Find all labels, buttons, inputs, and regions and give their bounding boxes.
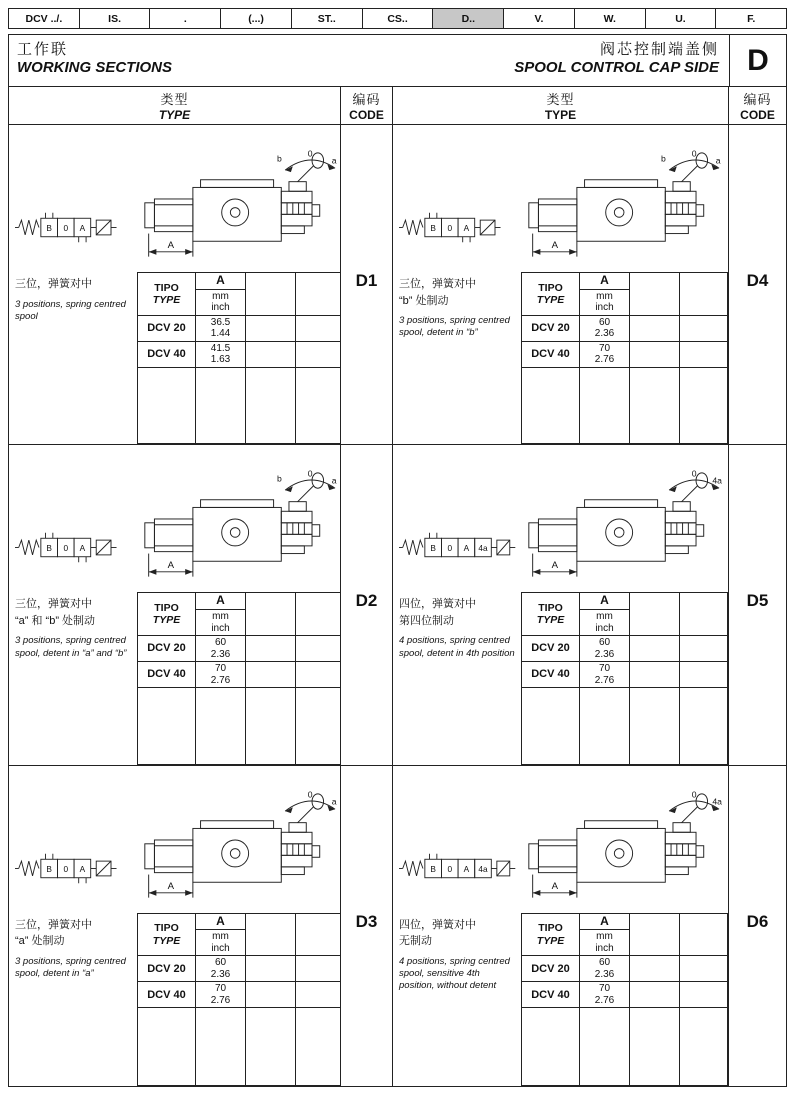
main-table xyxy=(8,34,787,1087)
unit-header: mm inch xyxy=(196,930,246,956)
unit-header: mm inch xyxy=(580,930,630,956)
description xyxy=(15,596,133,660)
section-cell-d4 xyxy=(393,125,729,445)
description-zh: 四位，弹簧对中 xyxy=(399,918,476,931)
page-title-en: WORKING SECTIONS xyxy=(17,59,173,76)
hydraulic-symbol xyxy=(399,529,519,566)
unit-header: mm inch xyxy=(196,610,246,636)
section-code: D3 xyxy=(355,911,378,931)
tab-st[interactable]: ST.. xyxy=(292,8,363,29)
lever-label-0: 0 xyxy=(307,789,313,800)
description-en: 4 positions, spring centred spool, sensitive 4th position, without detent xyxy=(399,955,510,992)
symbol-label: B xyxy=(430,863,436,874)
page-header xyxy=(9,35,729,87)
tab-parens[interactable]: (...) xyxy=(221,8,292,29)
code-cell-d6 xyxy=(729,766,786,1086)
model-cell: DCV 20 xyxy=(522,636,580,662)
section-cell-d2 xyxy=(9,445,341,765)
dim-a-header: A xyxy=(580,913,630,930)
description xyxy=(399,917,517,993)
value-cell: 70 2.76 xyxy=(580,341,630,367)
dim-a-header: A xyxy=(580,593,630,610)
symbol-label: B xyxy=(46,543,52,554)
model-cell: DCV 40 xyxy=(138,982,196,1008)
spec-table xyxy=(521,272,728,444)
section-cell-d1 xyxy=(9,125,341,445)
tipo-header: TIPO TYPE xyxy=(138,913,196,956)
code-cell-d4 xyxy=(729,125,786,445)
dim-a-header: A xyxy=(196,593,246,610)
lever-label-0: 0 xyxy=(691,789,697,800)
tab-cs[interactable]: CS.. xyxy=(363,8,434,29)
tipo-header: TIPO TYPE xyxy=(522,593,580,636)
tab-u[interactable]: U. xyxy=(646,8,717,29)
code-cell-d5 xyxy=(729,445,786,765)
valve-drawing xyxy=(521,149,725,272)
valve-drawing xyxy=(521,469,725,592)
dimension-a-label: A xyxy=(167,560,174,572)
value-cell: 70 2.76 xyxy=(580,982,630,1008)
hydraulic-symbol xyxy=(15,850,135,887)
dim-a-header: A xyxy=(580,273,630,290)
tipo-header: TIPO TYPE xyxy=(522,273,580,316)
hydraulic-symbol xyxy=(15,529,135,566)
lever-label-0: 0 xyxy=(307,469,313,480)
lever-label-4a: 4a xyxy=(712,796,722,807)
lever-label-a: a xyxy=(331,475,337,486)
valve-drawing xyxy=(137,469,341,592)
tipo-header: TIPO TYPE xyxy=(522,913,580,956)
model-code-tabs xyxy=(8,8,787,29)
description-zh: 三位，弹簧对中 xyxy=(15,598,92,611)
unit-header: mm inch xyxy=(196,289,246,315)
symbol-label: A xyxy=(79,543,86,554)
model-cell: DCV 40 xyxy=(522,982,580,1008)
lever-label-b: b xyxy=(276,473,282,484)
hydraulic-symbol xyxy=(399,209,519,246)
code-cell-d2 xyxy=(341,445,393,765)
symbol-label: B xyxy=(430,543,436,554)
spec-table xyxy=(137,592,341,764)
column-header-type-right: 类型 TYPE xyxy=(393,87,729,125)
dimension-a-label: A xyxy=(167,239,174,251)
description-zh2: 第四位制动 xyxy=(399,614,454,627)
page-subtitle-en: SPOOL CONTROL CAP SIDE xyxy=(514,59,719,76)
symbol-label: B xyxy=(46,223,52,234)
lever-label-0: 0 xyxy=(691,469,697,480)
section-code: D5 xyxy=(746,591,769,611)
value-cell: 60 2.36 xyxy=(580,956,630,982)
symbol-label: 0 xyxy=(447,863,453,874)
lever-label-4a: 4a xyxy=(712,475,722,486)
lever-label-0: 0 xyxy=(691,149,697,159)
unit-header: mm inch xyxy=(580,610,630,636)
tab-f[interactable]: F. xyxy=(716,8,787,29)
model-cell: DCV 20 xyxy=(138,956,196,982)
lever-label-b: b xyxy=(660,153,666,164)
description-zh2: 无制动 xyxy=(399,935,432,948)
model-cell: DCV 20 xyxy=(138,636,196,662)
description-zh2: “a” 和 “b” 处制动 xyxy=(15,614,96,627)
section-cell-d3 xyxy=(9,766,341,1086)
column-header-code-left: 编码 CODE xyxy=(341,87,393,125)
description xyxy=(399,276,517,340)
model-cell: DCV 40 xyxy=(138,662,196,688)
lever-label-a: a xyxy=(715,155,721,166)
section-cell-d5 xyxy=(393,445,729,765)
value-cell: 60 2.36 xyxy=(580,636,630,662)
model-cell: DCV 20 xyxy=(522,956,580,982)
tipo-header: TIPO TYPE xyxy=(138,273,196,316)
tab-d-active[interactable]: D.. xyxy=(433,8,504,29)
symbol-label: 0 xyxy=(447,543,453,554)
description-en: 4 positions, spring centred spool, detent in 4th position xyxy=(399,635,515,659)
section-cell-d6 xyxy=(393,766,729,1086)
model-cell: DCV 40 xyxy=(522,662,580,688)
symbol-label: A xyxy=(79,863,86,874)
description-zh2: “a” 处制动 xyxy=(15,935,65,948)
dimension-a-label: A xyxy=(551,880,558,892)
hydraulic-symbol xyxy=(15,209,135,246)
column-header-type-left: 类型 TYPE xyxy=(9,87,341,125)
value-cell: 36.5 1.44 xyxy=(196,315,246,341)
dimension-a-label: A xyxy=(551,239,558,251)
description-en: 3 positions, spring centred spool, detent in “b” xyxy=(399,315,510,339)
description xyxy=(15,917,133,981)
spec-table xyxy=(137,913,341,1086)
dimension-a-label: A xyxy=(167,880,174,892)
tab-dcv[interactable]: DCV ../. xyxy=(8,8,80,29)
spec-table xyxy=(521,592,728,764)
symbol-label: 4a xyxy=(478,543,488,554)
description-zh: 四位，弹簧对中 xyxy=(399,598,476,611)
dim-a-header: A xyxy=(196,913,246,930)
tab-is[interactable]: IS. xyxy=(80,8,151,29)
section-letter-box: D xyxy=(729,35,786,87)
page-subtitle-zh: 阀芯控制端盖侧 xyxy=(599,41,719,58)
description-zh: 三位，弹簧对中 xyxy=(15,918,92,931)
value-cell: 60 2.36 xyxy=(196,636,246,662)
dimension-a-label: A xyxy=(551,560,558,572)
value-cell: 60 2.36 xyxy=(196,956,246,982)
symbol-label: A xyxy=(463,223,470,234)
tab-dot[interactable]: . xyxy=(150,8,221,29)
unit-header: mm inch xyxy=(580,289,630,315)
page-title-zh: 工作联 xyxy=(17,41,69,58)
spec-table xyxy=(137,272,341,444)
valve-drawing xyxy=(521,790,725,913)
model-cell: DCV 20 xyxy=(138,315,196,341)
section-code: D4 xyxy=(746,271,769,290)
description xyxy=(15,276,133,323)
valve-drawing xyxy=(137,149,341,272)
symbol-label: 4a xyxy=(478,863,488,874)
code-cell-d1 xyxy=(341,125,393,445)
model-cell: DCV 40 xyxy=(522,341,580,367)
tab-v[interactable]: V. xyxy=(504,8,575,29)
value-cell: 60 2.36 xyxy=(580,315,630,341)
lever-label-b: b xyxy=(276,153,282,164)
tipo-header: TIPO TYPE xyxy=(138,593,196,636)
symbol-label: 0 xyxy=(447,223,453,234)
description xyxy=(399,596,517,660)
section-code: D1 xyxy=(355,271,378,290)
hydraulic-symbol xyxy=(399,850,519,887)
symbol-label: B xyxy=(430,223,436,234)
spec-table xyxy=(521,913,728,1086)
lever-label-a: a xyxy=(331,796,337,807)
dim-a-header: A xyxy=(196,273,246,290)
description-zh2: “b” 处制动 xyxy=(399,294,449,307)
symbol-label: 0 xyxy=(63,543,69,554)
value-cell: 70 2.76 xyxy=(196,662,246,688)
description-zh: 三位，弹簧对中 xyxy=(15,278,92,290)
symbol-label: 0 xyxy=(63,863,69,874)
description-en: 3 positions, spring centred spool xyxy=(15,298,126,322)
model-cell: DCV 20 xyxy=(522,315,580,341)
lever-label-0: 0 xyxy=(307,149,313,159)
symbol-label: A xyxy=(463,543,470,554)
model-cell: DCV 40 xyxy=(138,341,196,367)
symbol-label: A xyxy=(463,863,470,874)
value-cell: 70 2.76 xyxy=(580,662,630,688)
symbol-label: B xyxy=(46,863,52,874)
lever-label-a: a xyxy=(331,155,337,166)
section-code: D2 xyxy=(355,591,378,611)
description-en: 3 positions, spring centred spool, detent in “a” and “b” xyxy=(15,635,127,659)
description-zh: 三位，弹簧对中 xyxy=(399,278,476,290)
value-cell: 70 2.76 xyxy=(196,982,246,1008)
tab-w[interactable]: W. xyxy=(575,8,646,29)
symbol-label: A xyxy=(79,223,86,234)
value-cell: 41.5 1.63 xyxy=(196,341,246,367)
symbol-label: 0 xyxy=(63,223,69,234)
code-cell-d3 xyxy=(341,766,393,1086)
valve-drawing xyxy=(137,790,341,913)
description-en: 3 positions, spring centred spool, detent in “a” xyxy=(15,955,126,979)
column-header-code-right: 编码 CODE xyxy=(729,87,786,125)
section-code: D6 xyxy=(746,911,769,931)
